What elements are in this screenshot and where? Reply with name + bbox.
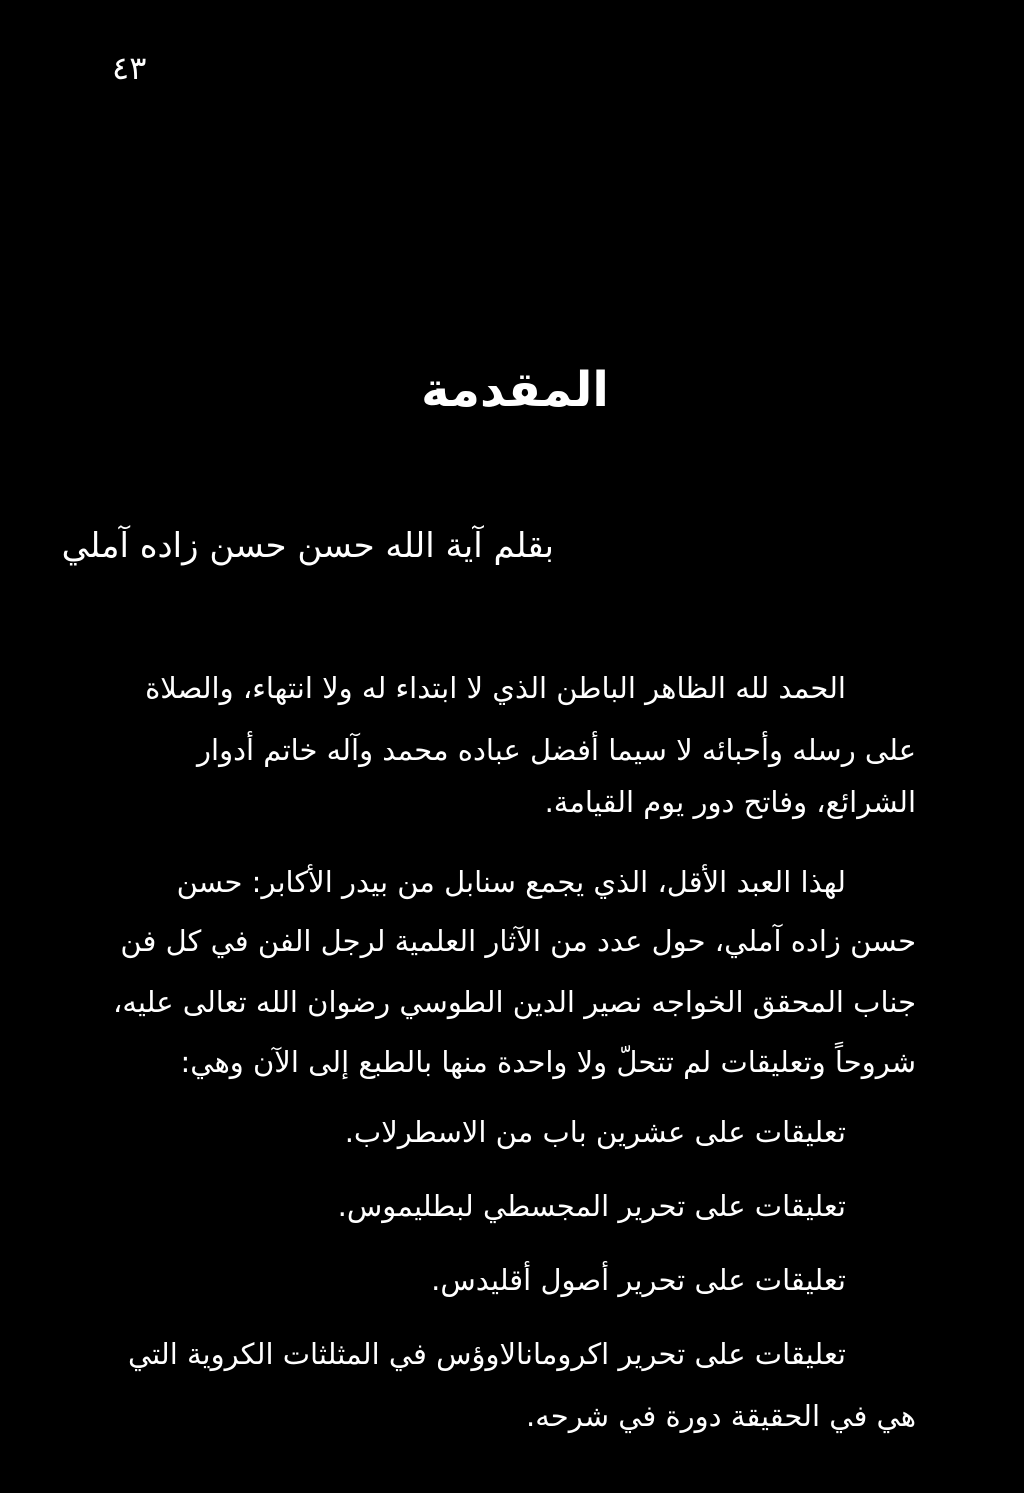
paragraph-2-line-2: حسن زاده آملي، حول عدد من الآثار العلمية لرجل الفن في كل فن <box>120 924 916 958</box>
paragraph-3-line-2: هي في الحقيقة دورة في شرحه. <box>526 1399 916 1433</box>
page-title: المقدمة <box>421 362 609 418</box>
paragraph-1-line-3: الشرائع، وفاتح دور يوم القيامة. <box>544 785 916 819</box>
paragraph-1-line-1: الحمد لله الظاهر الباطن الذي لا ابتداء له ولا انتهاء، والصلاة <box>145 671 846 705</box>
paragraph-3-line-1: تعليقات على تحرير اكرومانالاوؤس في المثلثات الكروية التي <box>127 1337 846 1371</box>
paragraph-2-line-4: شروحاً وتعليقات لم تتحلّ ولا واحدة منها بالطبع إلى الآن وهي: <box>180 1045 916 1079</box>
paragraph-1-line-2: على رسله وأحبائه لا سيما أفضل عباده محمد وآله خاتم أدوار <box>197 733 916 767</box>
list-item: تعليقات على تحرير المجسطي لبطليموس. <box>337 1189 846 1223</box>
list-item: تعليقات على عشرين باب من الاسطرلاب. <box>344 1115 846 1149</box>
paragraph-2-line-1: لهذا العبد الأقل، الذي يجمع سنابل من بيدر الأكابر: حسن <box>176 865 846 899</box>
page-number: ٤٣ <box>112 49 147 87</box>
list-item: تعليقات على تحرير أصول أقليدس. <box>431 1263 846 1297</box>
paragraph-2-line-3: جناب المحقق الخواجه نصير الدين الطوسي رضوان الله تعالى عليه، <box>113 985 916 1019</box>
author-line: بقلم آية الله حسن حسن زاده آملي <box>61 526 554 566</box>
